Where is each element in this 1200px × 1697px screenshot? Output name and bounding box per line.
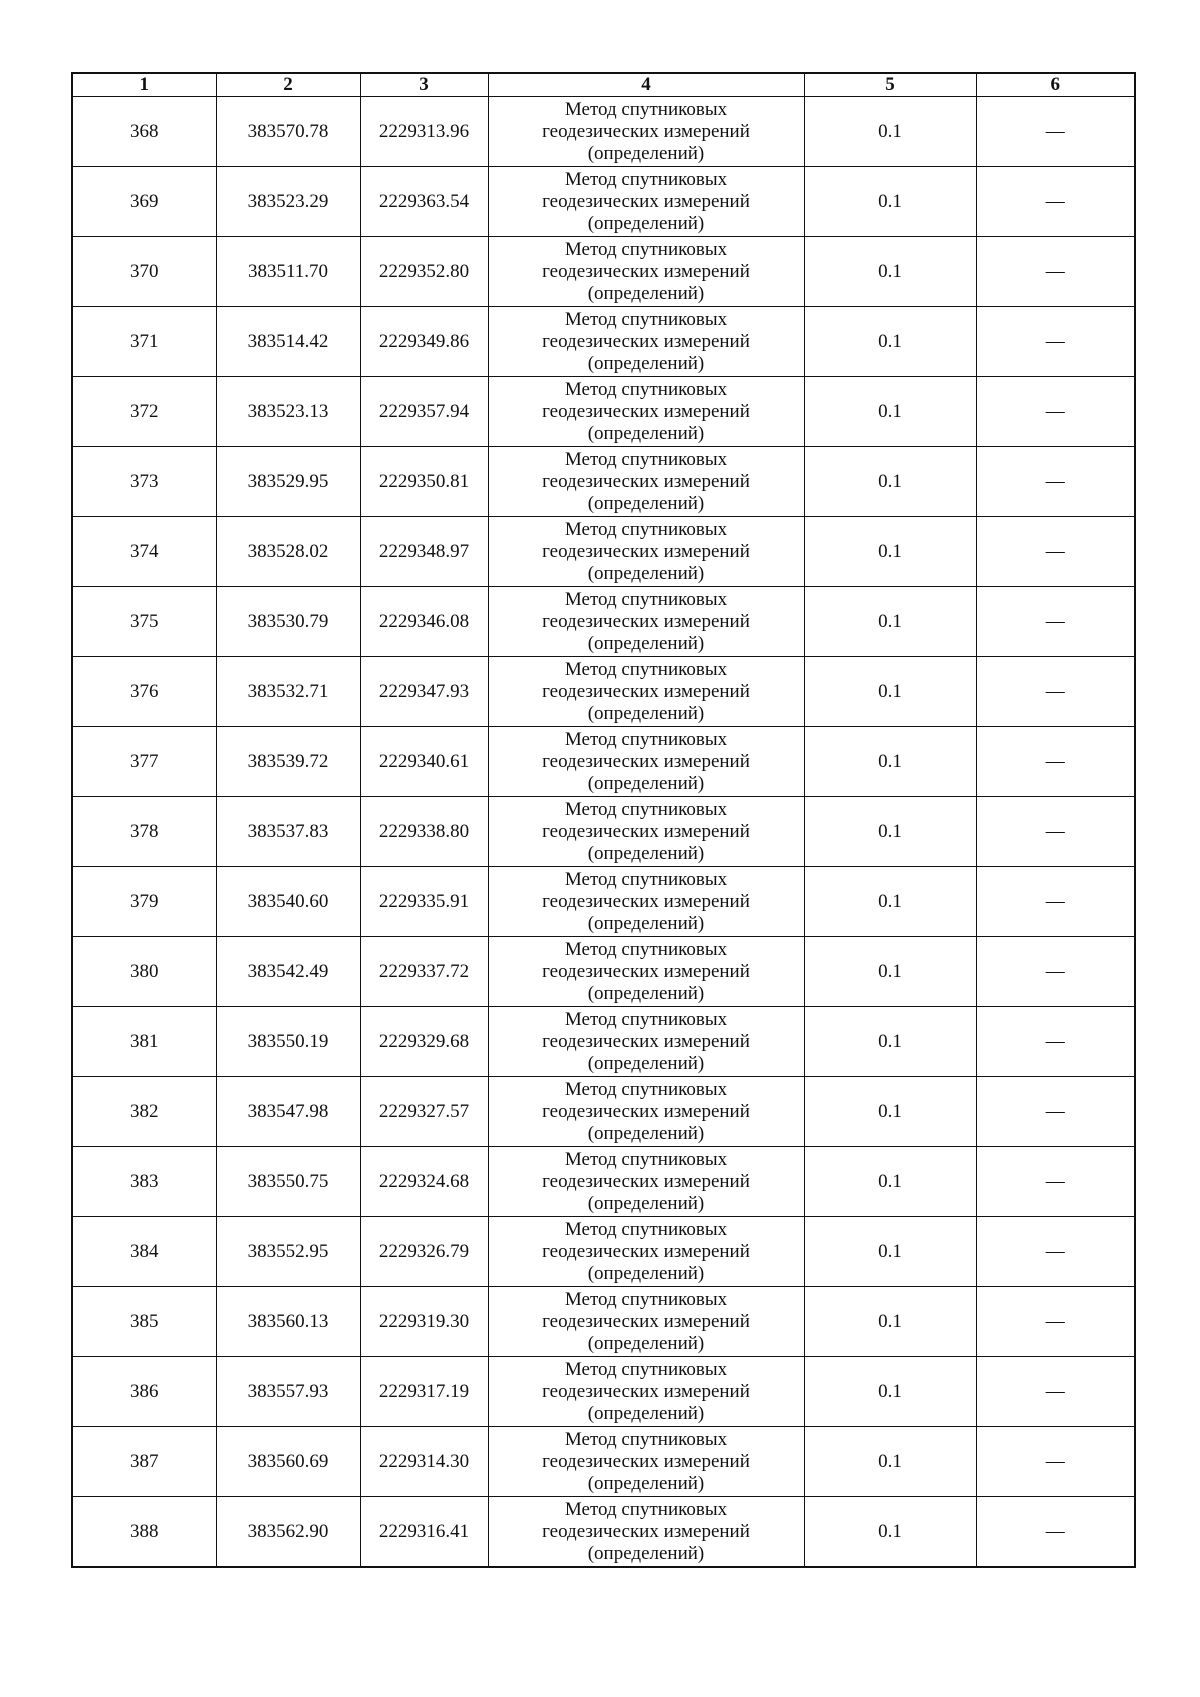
table-row [72, 97, 1135, 167]
y-coordinate-cell: 2229313.96 [360, 97, 488, 167]
method-text-line: Метод спутниковых [564, 1428, 728, 1450]
accuracy-cell: 0.1 [804, 1497, 976, 1568]
method-cell [488, 1287, 804, 1357]
accuracy-cell: 0.1 [804, 1007, 976, 1077]
method-text-line: геодезических измерений [542, 330, 750, 352]
method-cell [488, 1077, 804, 1147]
table-row [72, 517, 1135, 587]
method-text-line: (определений) [587, 422, 705, 444]
x-coordinate-cell: 383511.70 [216, 237, 360, 307]
method-text-line: геодезических измерений [542, 1170, 750, 1192]
method-cell [488, 1217, 804, 1287]
x-coordinate-cell: 383532.71 [216, 657, 360, 727]
x-coordinate-cell: 383560.13 [216, 1287, 360, 1357]
point-number-cell: 378 [72, 797, 216, 867]
y-coordinate-cell: 2229316.41 [360, 1497, 488, 1568]
method-text-line: Метод спутниковых [564, 378, 728, 400]
x-coordinate-cell: 383514.42 [216, 307, 360, 377]
method-cell [488, 1427, 804, 1497]
point-number-cell: 376 [72, 657, 216, 727]
accuracy-cell: 0.1 [804, 307, 976, 377]
accuracy-cell: 0.1 [804, 1217, 976, 1287]
method-cell [488, 1357, 804, 1427]
y-coordinate-cell: 2229335.91 [360, 867, 488, 937]
method-text-line: Метод спутниковых [564, 1358, 728, 1380]
column-header-6: 6 [976, 73, 1135, 97]
table-body [72, 97, 1135, 1568]
method-text-line: (определений) [587, 562, 705, 584]
y-coordinate-cell: 2229317.19 [360, 1357, 488, 1427]
note-cell: — [976, 587, 1135, 657]
method-text-line: (определений) [587, 912, 705, 934]
method-cell [488, 307, 804, 377]
y-coordinate-cell: 2229363.54 [360, 167, 488, 237]
accuracy-cell: 0.1 [804, 797, 976, 867]
method-cell [488, 1497, 804, 1568]
note-cell: — [976, 1007, 1135, 1077]
method-text-line: геодезических измерений [542, 400, 750, 422]
table-row [72, 727, 1135, 797]
table-row [72, 377, 1135, 447]
point-number-cell: 373 [72, 447, 216, 517]
method-text-line: (определений) [587, 492, 705, 514]
point-number-cell: 387 [72, 1427, 216, 1497]
method-text-line: (определений) [587, 1332, 705, 1354]
table-row [72, 657, 1135, 727]
note-cell: — [976, 797, 1135, 867]
document-page [71, 72, 1136, 1568]
note-cell: — [976, 447, 1135, 517]
accuracy-cell: 0.1 [804, 1147, 976, 1217]
note-cell: — [976, 867, 1135, 937]
point-number-cell: 371 [72, 307, 216, 377]
method-text-line: (определений) [587, 352, 705, 374]
point-number-cell: 381 [72, 1007, 216, 1077]
method-cell [488, 937, 804, 1007]
note-cell: — [976, 1077, 1135, 1147]
method-text-line: (определений) [587, 1052, 705, 1074]
x-coordinate-cell: 383530.79 [216, 587, 360, 657]
accuracy-cell: 0.1 [804, 1427, 976, 1497]
header-row [72, 73, 1135, 97]
note-cell: — [976, 657, 1135, 727]
method-cell [488, 377, 804, 447]
method-text-line: геодезических измерений [542, 120, 750, 142]
y-coordinate-cell: 2229347.93 [360, 657, 488, 727]
point-number-cell: 380 [72, 937, 216, 1007]
method-text-line: геодезических измерений [542, 1520, 750, 1542]
table-row [72, 447, 1135, 517]
table-row [72, 1217, 1135, 1287]
method-cell [488, 797, 804, 867]
x-coordinate-cell: 383550.75 [216, 1147, 360, 1217]
method-text-line: геодезических измерений [542, 680, 750, 702]
y-coordinate-cell: 2229357.94 [360, 377, 488, 447]
y-coordinate-cell: 2229349.86 [360, 307, 488, 377]
note-cell: — [976, 727, 1135, 797]
accuracy-cell: 0.1 [804, 867, 976, 937]
method-text-line: Метод спутниковых [564, 518, 728, 540]
x-coordinate-cell: 383523.29 [216, 167, 360, 237]
method-text-line: (определений) [587, 1402, 705, 1424]
accuracy-cell: 0.1 [804, 1287, 976, 1357]
method-cell [488, 517, 804, 587]
point-number-cell: 368 [72, 97, 216, 167]
method-text-line: Метод спутниковых [564, 1288, 728, 1310]
x-coordinate-cell: 383550.19 [216, 1007, 360, 1077]
table-row [72, 937, 1135, 1007]
note-cell: — [976, 167, 1135, 237]
point-number-cell: 374 [72, 517, 216, 587]
accuracy-cell: 0.1 [804, 727, 976, 797]
method-text-line: геодезических измерений [542, 1030, 750, 1052]
y-coordinate-cell: 2229319.30 [360, 1287, 488, 1357]
table-row [72, 1287, 1135, 1357]
y-coordinate-cell: 2229337.72 [360, 937, 488, 1007]
method-text-line: Метод спутниковых [564, 938, 728, 960]
method-text-line: геодезических измерений [542, 610, 750, 632]
point-number-cell: 372 [72, 377, 216, 447]
accuracy-cell: 0.1 [804, 1357, 976, 1427]
method-text-line: (определений) [587, 982, 705, 1004]
method-text-line: геодезических измерений [542, 1380, 750, 1402]
method-text-line: (определений) [587, 142, 705, 164]
method-text-line: Метод спутниковых [564, 168, 728, 190]
accuracy-cell: 0.1 [804, 237, 976, 307]
y-coordinate-cell: 2229324.68 [360, 1147, 488, 1217]
method-text-line: Метод спутниковых [564, 1078, 728, 1100]
note-cell: — [976, 1217, 1135, 1287]
y-coordinate-cell: 2229338.80 [360, 797, 488, 867]
method-text-line: Метод спутниковых [564, 308, 728, 330]
method-cell [488, 727, 804, 797]
method-text-line: (определений) [587, 1542, 705, 1564]
column-header-5: 5 [804, 73, 976, 97]
note-cell: — [976, 937, 1135, 1007]
method-text-line: геодезических измерений [542, 1450, 750, 1472]
x-coordinate-cell: 383529.95 [216, 447, 360, 517]
method-text-line: геодезических измерений [542, 1310, 750, 1332]
y-coordinate-cell: 2229348.97 [360, 517, 488, 587]
column-header-3: 3 [360, 73, 488, 97]
method-cell [488, 587, 804, 657]
note-cell: — [976, 1287, 1135, 1357]
note-cell: — [976, 1147, 1135, 1217]
accuracy-cell: 0.1 [804, 1077, 976, 1147]
method-text-line: Метод спутниковых [564, 238, 728, 260]
method-text-line: Метод спутниковых [564, 728, 728, 750]
method-cell [488, 657, 804, 727]
method-text-line: геодезических измерений [542, 820, 750, 842]
method-text-line: (определений) [587, 772, 705, 794]
note-cell: — [976, 307, 1135, 377]
x-coordinate-cell: 383540.60 [216, 867, 360, 937]
point-number-cell: 383 [72, 1147, 216, 1217]
table-row [72, 307, 1135, 377]
note-cell: — [976, 237, 1135, 307]
y-coordinate-cell: 2229350.81 [360, 447, 488, 517]
accuracy-cell: 0.1 [804, 587, 976, 657]
method-text-line: геодезических измерений [542, 190, 750, 212]
point-number-cell: 382 [72, 1077, 216, 1147]
table-row [72, 1007, 1135, 1077]
note-cell: — [976, 1357, 1135, 1427]
accuracy-cell: 0.1 [804, 937, 976, 1007]
table-row [72, 167, 1135, 237]
accuracy-cell: 0.1 [804, 657, 976, 727]
table-row [72, 237, 1135, 307]
column-header-2: 2 [216, 73, 360, 97]
method-text-line: Метод спутниковых [564, 1218, 728, 1240]
y-coordinate-cell: 2229346.08 [360, 587, 488, 657]
table-row [72, 1497, 1135, 1568]
x-coordinate-cell: 383528.02 [216, 517, 360, 587]
accuracy-cell: 0.1 [804, 377, 976, 447]
method-text-line: геодезических измерений [542, 750, 750, 772]
point-number-cell: 386 [72, 1357, 216, 1427]
method-text-line: геодезических измерений [542, 890, 750, 912]
method-text-line: (определений) [587, 212, 705, 234]
point-number-cell: 379 [72, 867, 216, 937]
note-cell: — [976, 377, 1135, 447]
accuracy-cell: 0.1 [804, 517, 976, 587]
point-number-cell: 384 [72, 1217, 216, 1287]
x-coordinate-cell: 383523.13 [216, 377, 360, 447]
y-coordinate-cell: 2229352.80 [360, 237, 488, 307]
point-number-cell: 375 [72, 587, 216, 657]
method-cell [488, 867, 804, 937]
y-coordinate-cell: 2229329.68 [360, 1007, 488, 1077]
table-row [72, 1357, 1135, 1427]
point-number-cell: 388 [72, 1497, 216, 1568]
coordinates-table [71, 72, 1136, 1568]
method-cell [488, 237, 804, 307]
x-coordinate-cell: 383560.69 [216, 1427, 360, 1497]
note-cell: — [976, 1497, 1135, 1568]
method-text-line: геодезических измерений [542, 260, 750, 282]
table-row [72, 587, 1135, 657]
method-cell [488, 1007, 804, 1077]
method-text-line: (определений) [587, 1122, 705, 1144]
table-header [72, 73, 1135, 97]
method-text-line: геодезических измерений [542, 1240, 750, 1262]
x-coordinate-cell: 383547.98 [216, 1077, 360, 1147]
method-text-line: Метод спутниковых [564, 1148, 728, 1170]
method-text-line: Метод спутниковых [564, 448, 728, 470]
note-cell: — [976, 1427, 1135, 1497]
y-coordinate-cell: 2229327.57 [360, 1077, 488, 1147]
accuracy-cell: 0.1 [804, 167, 976, 237]
table-row [72, 1077, 1135, 1147]
table-row [72, 1427, 1135, 1497]
method-text-line: Метод спутниковых [564, 798, 728, 820]
method-text-line: Метод спутниковых [564, 868, 728, 890]
accuracy-cell: 0.1 [804, 447, 976, 517]
method-text-line: Метод спутниковых [564, 1008, 728, 1030]
method-text-line: Метод спутниковых [564, 658, 728, 680]
x-coordinate-cell: 383552.95 [216, 1217, 360, 1287]
table-row [72, 797, 1135, 867]
note-cell: — [976, 97, 1135, 167]
accuracy-cell: 0.1 [804, 97, 976, 167]
x-coordinate-cell: 383557.93 [216, 1357, 360, 1427]
method-text-line: Метод спутниковых [564, 588, 728, 610]
method-text-line: геодезических измерений [542, 540, 750, 562]
method-cell [488, 1147, 804, 1217]
method-text-line: (определений) [587, 1262, 705, 1284]
x-coordinate-cell: 383562.90 [216, 1497, 360, 1568]
point-number-cell: 377 [72, 727, 216, 797]
point-number-cell: 370 [72, 237, 216, 307]
column-header-1: 1 [72, 73, 216, 97]
method-text-line: (определений) [587, 632, 705, 654]
method-text-line: геодезических измерений [542, 470, 750, 492]
method-cell [488, 447, 804, 517]
y-coordinate-cell: 2229314.30 [360, 1427, 488, 1497]
point-number-cell: 369 [72, 167, 216, 237]
method-text-line: (определений) [587, 1472, 705, 1494]
method-cell [488, 167, 804, 237]
method-text-line: Метод спутниковых [564, 1498, 728, 1520]
method-text-line: геодезических измерений [542, 960, 750, 982]
method-text-line: Метод спутниковых [564, 98, 728, 120]
x-coordinate-cell: 383570.78 [216, 97, 360, 167]
table-row [72, 867, 1135, 937]
x-coordinate-cell: 383542.49 [216, 937, 360, 1007]
method-text-line: (определений) [587, 1192, 705, 1214]
method-text-line: (определений) [587, 842, 705, 864]
method-cell [488, 97, 804, 167]
y-coordinate-cell: 2229340.61 [360, 727, 488, 797]
method-text-line: (определений) [587, 282, 705, 304]
point-number-cell: 385 [72, 1287, 216, 1357]
table-row [72, 1147, 1135, 1217]
column-header-4: 4 [488, 73, 804, 97]
y-coordinate-cell: 2229326.79 [360, 1217, 488, 1287]
x-coordinate-cell: 383539.72 [216, 727, 360, 797]
x-coordinate-cell: 383537.83 [216, 797, 360, 867]
method-text-line: (определений) [587, 702, 705, 724]
method-text-line: геодезических измерений [542, 1100, 750, 1122]
note-cell: — [976, 517, 1135, 587]
